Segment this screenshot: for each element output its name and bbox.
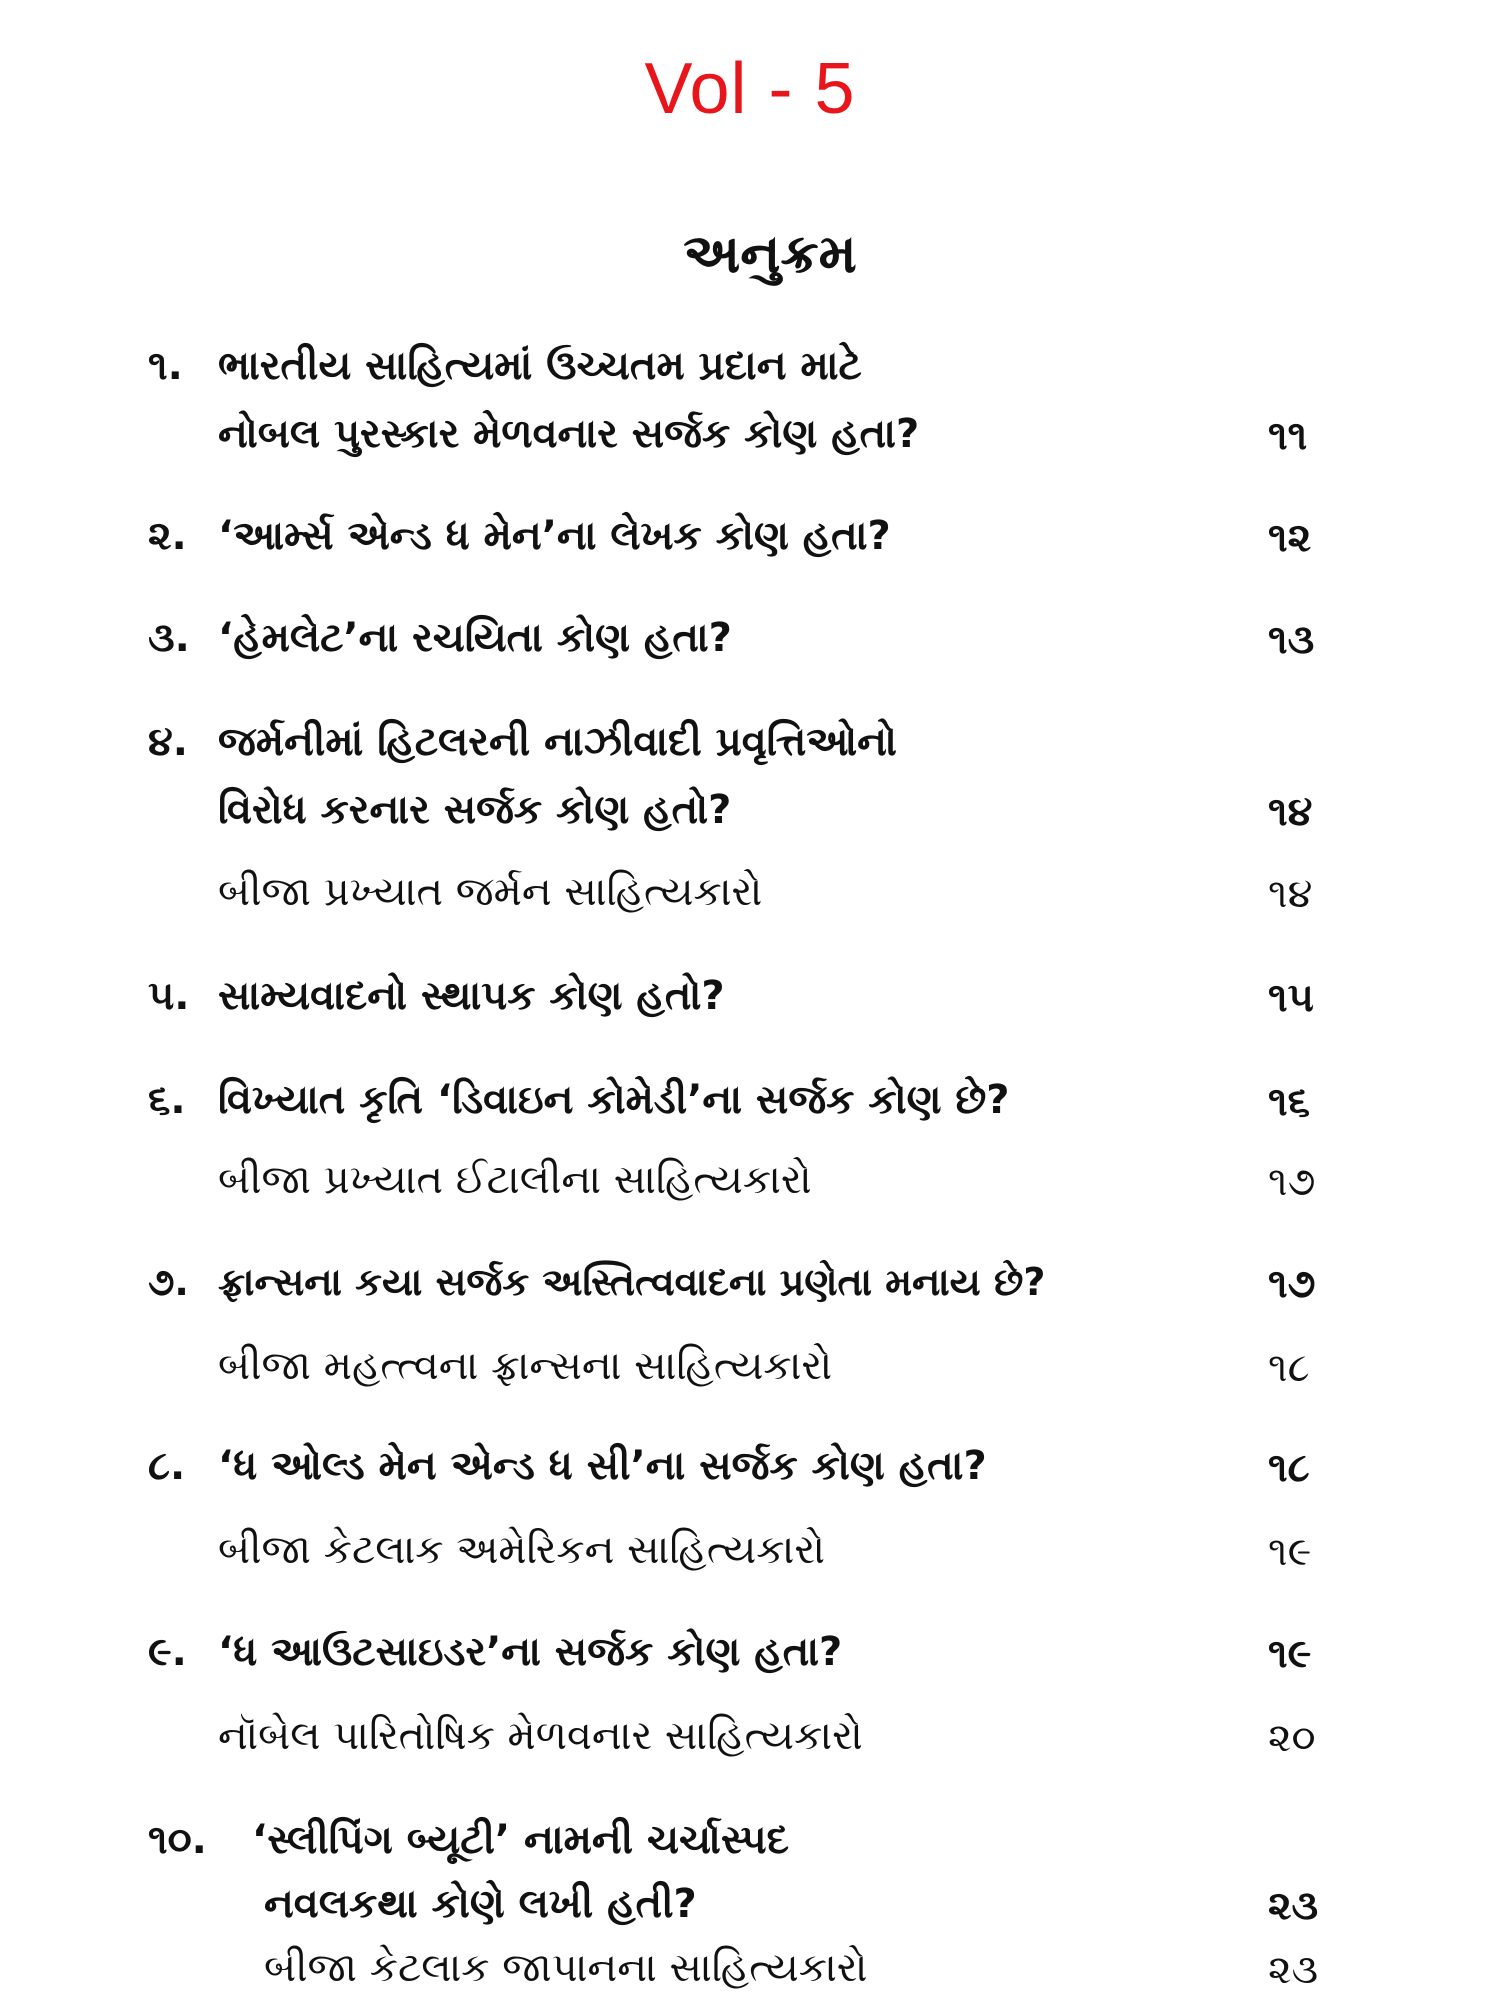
toc-entry-number: ૭. <box>148 1260 189 1304</box>
toc-page-number: ૧૮ <box>1268 1445 1310 1491</box>
toc-entry-3 <box>148 612 732 664</box>
toc-entry-title: ‘આર્મ્સ એન્ડ ધ મેન’ના લેખક કોણ હતા? <box>218 513 891 559</box>
toc-page-number: ૧૧ <box>1268 413 1308 459</box>
toc-entry-number: ૨. <box>148 513 187 559</box>
toc-page-number: ૧૬ <box>1268 1079 1310 1125</box>
page-title: અનુક્રમ <box>683 222 857 285</box>
toc-entry-number: ૩. <box>148 615 190 661</box>
toc-page-number: ૧૩ <box>1268 617 1315 663</box>
toc-entry-title: ભારતીય સાહિત્યમાં ઉચ્ચતમ પ્રદાન માટે <box>218 343 862 389</box>
toc-page-number: ૧૪ <box>1268 789 1313 835</box>
toc-entry-number: ૯. <box>148 1629 187 1675</box>
toc-page-number: ૧૫ <box>1268 975 1314 1021</box>
toc-entry-title: જર્મનીમાં હિટલરની નાઝીવાદી પ્રવૃત્તિઓનો <box>218 719 897 765</box>
toc-entry-10-line2: નવલકથા કોણે લખી હતી? <box>264 1881 697 1927</box>
toc-entry-6 <box>148 1074 1010 1126</box>
toc-entry-8 <box>148 1440 987 1492</box>
toc-entry-7 <box>148 1256 1045 1308</box>
toc-entry-4-line1 <box>148 716 897 768</box>
toc-entry-1-line2: નોબલ પુરસ્કાર મેળવનાર સર્જક કોણ હતા? <box>218 411 920 457</box>
toc-entry-2 <box>148 510 891 562</box>
toc-entry-4-line2: વિરોધ કરનાર સર્જક કોણ હતો? <box>218 787 732 833</box>
toc-entry-title: સામ્યવાદનો સ્થાપક કોણ હતો? <box>218 973 725 1019</box>
toc-page-number: ૧૯ <box>1268 1631 1312 1677</box>
toc-entry-number: ૪. <box>148 719 188 765</box>
toc-entry-1-line1 <box>148 340 862 392</box>
toc-subentry-10: બીજા કેટલાક જાપાનના સાહિત્યકારો <box>264 1945 868 1991</box>
toc-subentry-9: નૉબેલ પારિતોષિક મેળવનાર સાહિત્યકારો <box>218 1713 863 1759</box>
toc-entry-number: ૫. <box>148 973 190 1019</box>
toc-subentry-6: બીજા પ્રખ્યાત ઈટાલીના સાહિત્યકારો <box>218 1157 812 1203</box>
toc-entry-title: ‘હેમલેટ’ના રચયિતા કોણ હતા? <box>218 615 732 661</box>
toc-page-number: ૧૨ <box>1268 515 1312 561</box>
toc-page-number: ૨૩ <box>1268 1883 1319 1929</box>
toc-entry-number: ૮. <box>148 1443 186 1489</box>
toc-entry-title: ‘સ્લીપિંગ બ્યૂટી’ નામની ચર્ચાસ્પદ <box>252 1817 789 1863</box>
toc-entry-5 <box>148 970 725 1022</box>
toc-entry-number: ૧. <box>148 343 183 389</box>
toc-subentry-page: ૧૪ <box>1268 871 1313 917</box>
toc-subentry-page: ૧૭ <box>1268 1159 1316 1205</box>
toc-entry-title: ‘ધ ઓલ્ડ મેન એન્ડ ધ સી’ના સર્જક કોણ હતા? <box>218 1443 987 1489</box>
toc-subentry-page: ૨૩ <box>1268 1947 1319 1993</box>
toc-page-number: ૧૭ <box>1268 1261 1316 1307</box>
toc-subentry-page: ૧૯ <box>1268 1529 1312 1575</box>
toc-subentry-page: ૨૦ <box>1268 1715 1316 1761</box>
toc-subentry-4: બીજા પ્રખ્યાત જર્મન સાહિત્યકારો <box>218 869 763 915</box>
toc-subentry-7: બીજા મહત્ત્વના ફ્રાન્સના સાહિત્યકારો <box>218 1343 833 1389</box>
toc-subentry-8: બીજા કેટલાક અમેરિકન સાહિત્યકારો <box>218 1527 826 1573</box>
toc-entry-number: ૬. <box>148 1077 186 1123</box>
toc-entry-number: ૧૦. <box>148 1817 207 1863</box>
toc-entry-10-line1 <box>148 1814 789 1866</box>
toc-entry-9 <box>148 1626 842 1678</box>
toc-subentry-page: ૧૮ <box>1268 1345 1310 1391</box>
volume-label: Vol - 5 <box>644 49 856 129</box>
toc-entry-title: ફ્રાન્સના કયા સર્જક અસ્તિત્વવાદના પ્રણેતા મનાય છે? <box>218 1260 1046 1304</box>
toc-entry-title: વિખ્યાત કૃતિ ‘ડિવાઇન કોમેડી’ના સર્જક કોણ છે? <box>218 1077 1010 1123</box>
toc-entry-title: ‘ધ આઉટસાઇડર’ના સર્જક કોણ હતા? <box>218 1629 843 1675</box>
